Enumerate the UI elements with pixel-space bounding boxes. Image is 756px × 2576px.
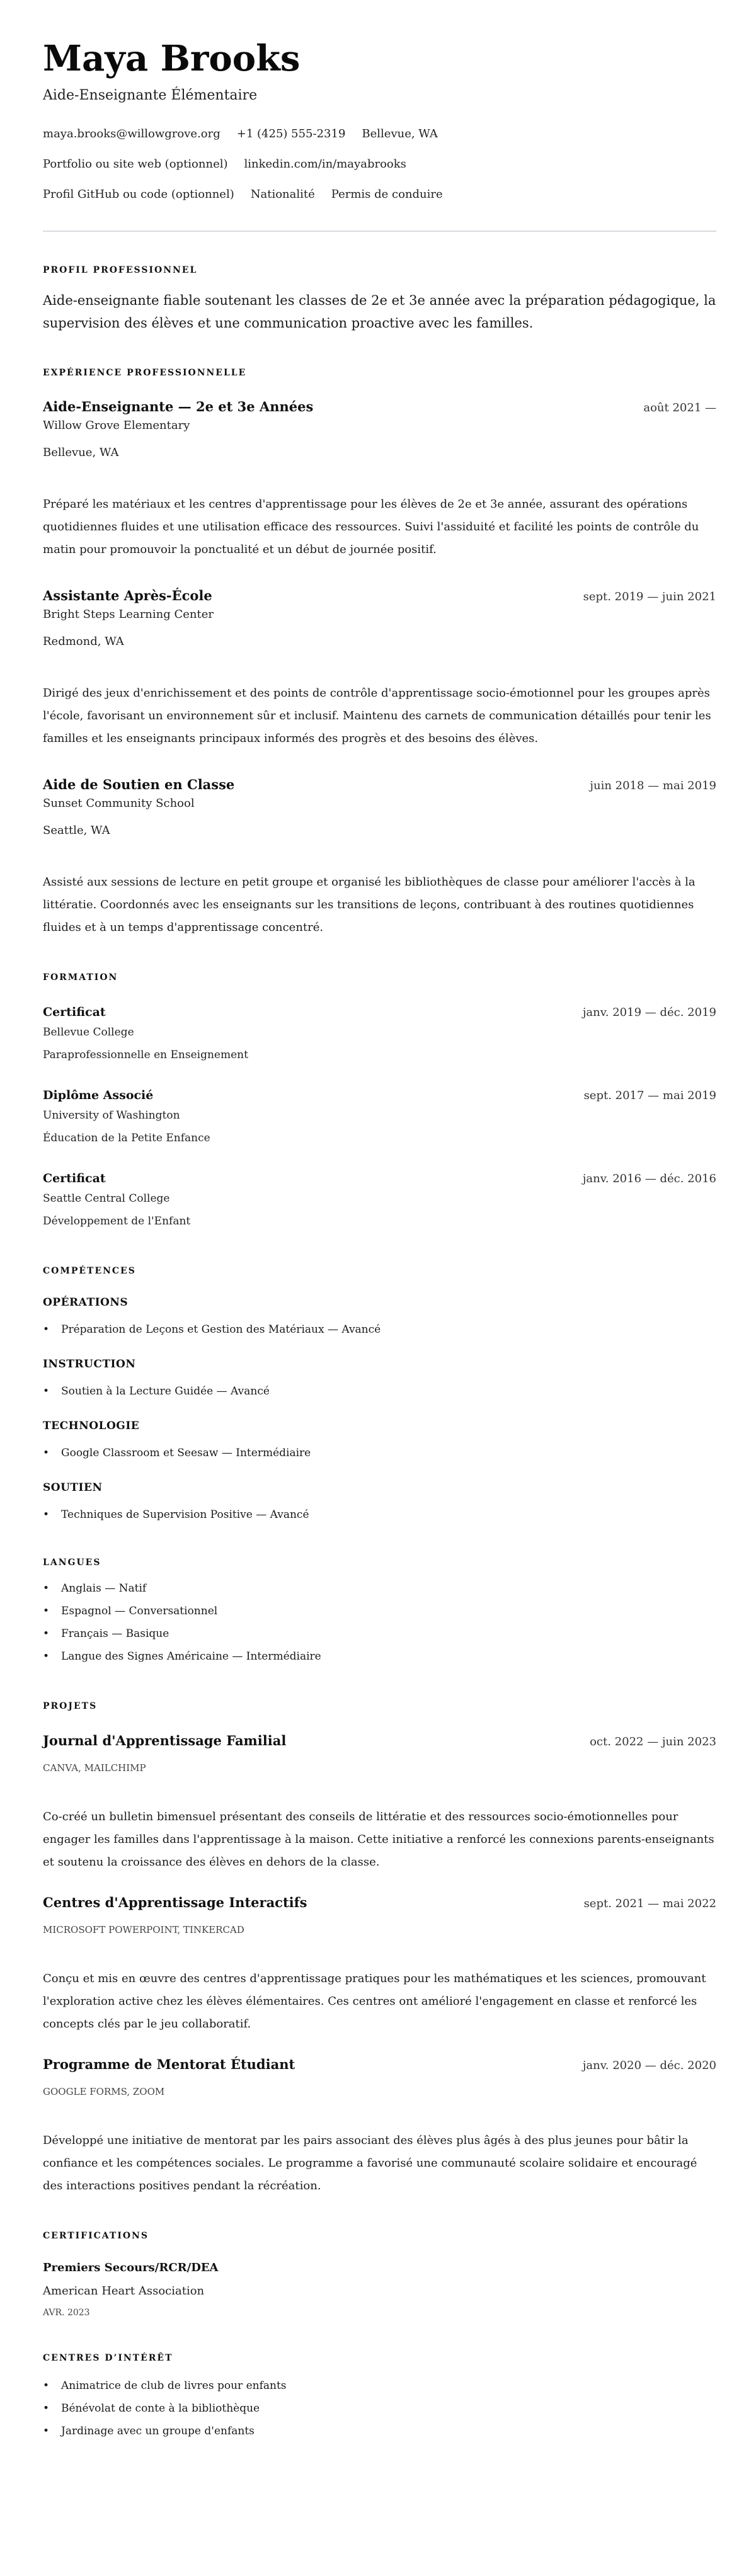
- skill-category: SOUTIEN: [43, 1481, 103, 1494]
- skill-category: OPÉRATIONS: [43, 1296, 129, 1309]
- nationality-text: Nationalité: [250, 188, 315, 201]
- portfolio-link[interactable]: Portfolio ou site web (optionnel): [43, 157, 228, 171]
- section-heading: PROFIL PROFESSIONNEL: [43, 265, 198, 275]
- section-heading: EXPÉRIENCE PROFESSIONNELLE: [43, 368, 247, 378]
- job-description: Dirigé des jeux d'enrichissement et des points de contrôle d'apprentissage socio-émotionnel pour les groupes après l'école, favorisant un environnement sûr et inclusif. Maintenu des carnets de communication détaillés pour tenir les familles et les enseignants principaux informés des progrès et des besoins des élèves.: [43, 687, 711, 745]
- section-heading: FORMATION: [43, 972, 118, 983]
- job-location: Seattle, WA: [43, 824, 110, 837]
- skill-list: [43, 1320, 716, 1339]
- linkedin-link[interactable]: linkedin.com/in/mayabrooks: [244, 157, 406, 171]
- entry-dates: juin 2018 — mai 2019: [590, 779, 716, 792]
- interest-item: • Animatrice de club de livres pour enfants: [43, 2374, 716, 2397]
- section-heading: COMPÉTENCES: [43, 1266, 136, 1276]
- project-title: Programme de Mentorat Étudiant: [43, 2056, 295, 2072]
- interests-list: [43, 2374, 716, 2442]
- experience-entry: [43, 586, 716, 750]
- entry-dates: sept. 2021 — mai 2022: [583, 1897, 716, 1910]
- entry-dates: janv. 2019 — déc. 2019: [582, 1006, 716, 1019]
- section-heading: LANGUES: [43, 1558, 101, 1568]
- skill-list: [43, 1444, 716, 1462]
- education-entry: [43, 1086, 716, 1149]
- job-description: Assisté aux sessions de lecture en petit groupe et organisé les bibliothèques de classe pour améliorer l'accès à la littératie. Coordonnés avec les enseignants sur les transitions de leçons, contribuant à des routines quotidiennes fluides et à un temps d'apprentissage concentré.: [43, 875, 696, 934]
- entry-header: [43, 586, 716, 605]
- resume-header: [43, 38, 716, 210]
- company-name: Sunset Community School: [43, 797, 195, 810]
- summary-section: [43, 264, 716, 334]
- education-entry: [43, 1003, 716, 1066]
- field-of-study: Éducation de la Petite Enfance: [43, 1132, 210, 1144]
- project-entry: [43, 1731, 716, 1874]
- entry-dates: janv. 2020 — déc. 2020: [582, 2059, 716, 2072]
- skill-list: [43, 1505, 716, 1524]
- education-section: [43, 971, 716, 1233]
- skill-item: • Soutien à la Lecture Guidée — Avancé: [43, 1382, 716, 1401]
- skills-section: [43, 1265, 716, 1524]
- location-text: Bellevue, WA: [362, 127, 438, 140]
- entry-dates: janv. 2016 — déc. 2016: [582, 1172, 716, 1185]
- project-title: Journal d'Apprentissage Familial: [43, 1733, 287, 1748]
- language-item: • Langue des Signes Américaine — Intermédiaire: [43, 1645, 716, 1668]
- entry-header: [43, 1731, 716, 1750]
- email-link[interactable]: maya.brooks@willowgrove.org: [43, 127, 220, 140]
- language-item: • Français — Basique: [43, 1622, 716, 1645]
- job-location: Bellevue, WA: [43, 446, 119, 459]
- degree-title: Diplôme Associé: [43, 1088, 154, 1102]
- education-entry: [43, 1170, 716, 1233]
- skill-item: • Préparation de Leçons et Gestion des Matériaux — Avancé: [43, 1320, 716, 1339]
- school-name: University of Washington: [43, 1109, 180, 1122]
- project-description: Conçu et mis en œuvre des centres d'apprentissage pratiques pour les mathématiques et les sciences, promouvant l'exploration active chez les élèves élémentaires. Ces centres ont amélioré l'engagement en classe et renforcé les concepts clés par le jeu collaboratif.: [43, 1972, 706, 2031]
- project-description: Développé une initiative de mentorat par les pairs associant des élèves plus âgés à des plus jeunes pour bâtir la confiance et les compétences sociales. Le programme a favorisé une communauté scolaire solidaire et encouragé des interactions positives pendant la récréation.: [43, 2134, 697, 2192]
- entry-header: [43, 2055, 716, 2074]
- contact-info: [43, 119, 716, 210]
- github-link[interactable]: Profil GitHub ou code (optionnel): [43, 188, 234, 201]
- skill-list: [43, 1382, 716, 1401]
- experience-entry: [43, 397, 716, 561]
- contact-row: [43, 149, 716, 180]
- entry-dates: sept. 2017 — mai 2019: [583, 1089, 716, 1102]
- project-entry: [43, 1893, 716, 2036]
- certifications-section: [43, 2230, 716, 2320]
- entry-dates: oct. 2022 — juin 2023: [590, 1735, 716, 1748]
- project-description: Co-créé un bulletin bimensuel présentant des conseils de littératie et des ressources socio-émotionnelles pour engager les familles dans l'apprentissage à la maison. Cette initiative a renforcé les connexions parents-enseignants et soutenu la croissance des élèves en dehors de la classe.: [43, 1810, 714, 1869]
- languages-list: [43, 1577, 716, 1668]
- company-name: Willow Grove Elementary: [43, 419, 190, 432]
- entry-header: [43, 1086, 716, 1104]
- header-divider: [43, 231, 716, 232]
- candidate-name: Maya Brooks: [43, 38, 301, 79]
- candidate-title: Aide-Enseignante Élémentaire: [43, 88, 258, 103]
- summary-text: Aide-enseignante fiable soutenant les classes de 2e et 3e année avec la préparation pédagogique, la supervision des élèves et une communication proactive avec les familles.: [43, 293, 716, 331]
- certification-entry: [43, 2260, 716, 2320]
- project-title: Centres d'Apprentissage Interactifs: [43, 1895, 307, 1910]
- job-location: Redmond, WA: [43, 635, 124, 648]
- certification-date: AVR. 2023: [43, 2308, 90, 2318]
- experience-entry: [43, 775, 716, 939]
- contact-row: [43, 119, 716, 149]
- section-heading: CERTIFICATIONS: [43, 2231, 149, 2241]
- skill-item: • Google Classroom et Seesaw — Intermédiaire: [43, 1444, 716, 1462]
- languages-section: [43, 1556, 716, 1668]
- phone-text: +1 (425) 555-2319: [236, 127, 346, 140]
- job-title: Aide-Enseignante — 2e et 3e Années: [43, 399, 314, 414]
- certification-name: Premiers Secours/RCR/DEA: [43, 2261, 219, 2274]
- interest-item: • Bénévolat de conte à la bibliothèque: [43, 2397, 716, 2420]
- job-description: Préparé les matériaux et les centres d'apprentissage pour les élèves de 2e et 3e année, assurant des opérations quotidiennes fluides et une utilisation efficace des ressources. Suivi l'assiduité et facilité les points de contrôle du matin pour promouvoir la ponctualité et un début de journée positif.: [43, 498, 699, 556]
- skill-category: INSTRUCTION: [43, 1358, 136, 1371]
- language-item: • Espagnol — Conversationnel: [43, 1600, 716, 1622]
- projects-section: [43, 1700, 716, 2197]
- school-name: Seattle Central College: [43, 1192, 170, 1205]
- entry-dates: août 2021 —: [643, 401, 716, 414]
- entry-dates: sept. 2019 — juin 2021: [583, 590, 716, 603]
- skill-item: • Techniques de Supervision Positive — Avancé: [43, 1505, 716, 1524]
- interest-item: • Jardinage avec un groupe d'enfants: [43, 2420, 716, 2442]
- interests-section: [43, 2352, 716, 2442]
- job-title: Aide de Soutien en Classe: [43, 777, 235, 792]
- contact-row: [43, 180, 716, 210]
- entry-header: [43, 1003, 716, 1021]
- language-item: • Anglais — Natif: [43, 1577, 716, 1600]
- project-tools: CANVA, MAILCHIMP: [43, 1762, 146, 1774]
- entry-header: [43, 775, 716, 794]
- entry-header: [43, 1170, 716, 1187]
- drivers-license-text: Permis de conduire: [331, 188, 443, 201]
- degree-title: Certificat: [43, 1005, 106, 1019]
- field-of-study: Paraprofessionnelle en Enseignement: [43, 1049, 248, 1061]
- job-title: Assistante Après-École: [43, 588, 212, 603]
- entry-header: [43, 397, 716, 416]
- project-entry: [43, 2055, 716, 2197]
- project-tools: GOOGLE FORMS, ZOOM: [43, 2086, 165, 2097]
- experience-section: [43, 367, 716, 939]
- project-tools: MICROSOFT POWERPOINT, TINKERCAD: [43, 1924, 244, 1935]
- certification-issuer: American Heart Association: [43, 2284, 205, 2298]
- section-heading: CENTRES D’INTÉRÊT: [43, 2353, 173, 2363]
- degree-title: Certificat: [43, 1171, 106, 1185]
- entry-header: [43, 1893, 716, 1912]
- skill-category: TECHNOLOGIE: [43, 1420, 140, 1432]
- school-name: Bellevue College: [43, 1026, 134, 1039]
- field-of-study: Développement de l'Enfant: [43, 1215, 191, 1228]
- company-name: Bright Steps Learning Center: [43, 608, 214, 621]
- section-heading: PROJETS: [43, 1701, 98, 1711]
